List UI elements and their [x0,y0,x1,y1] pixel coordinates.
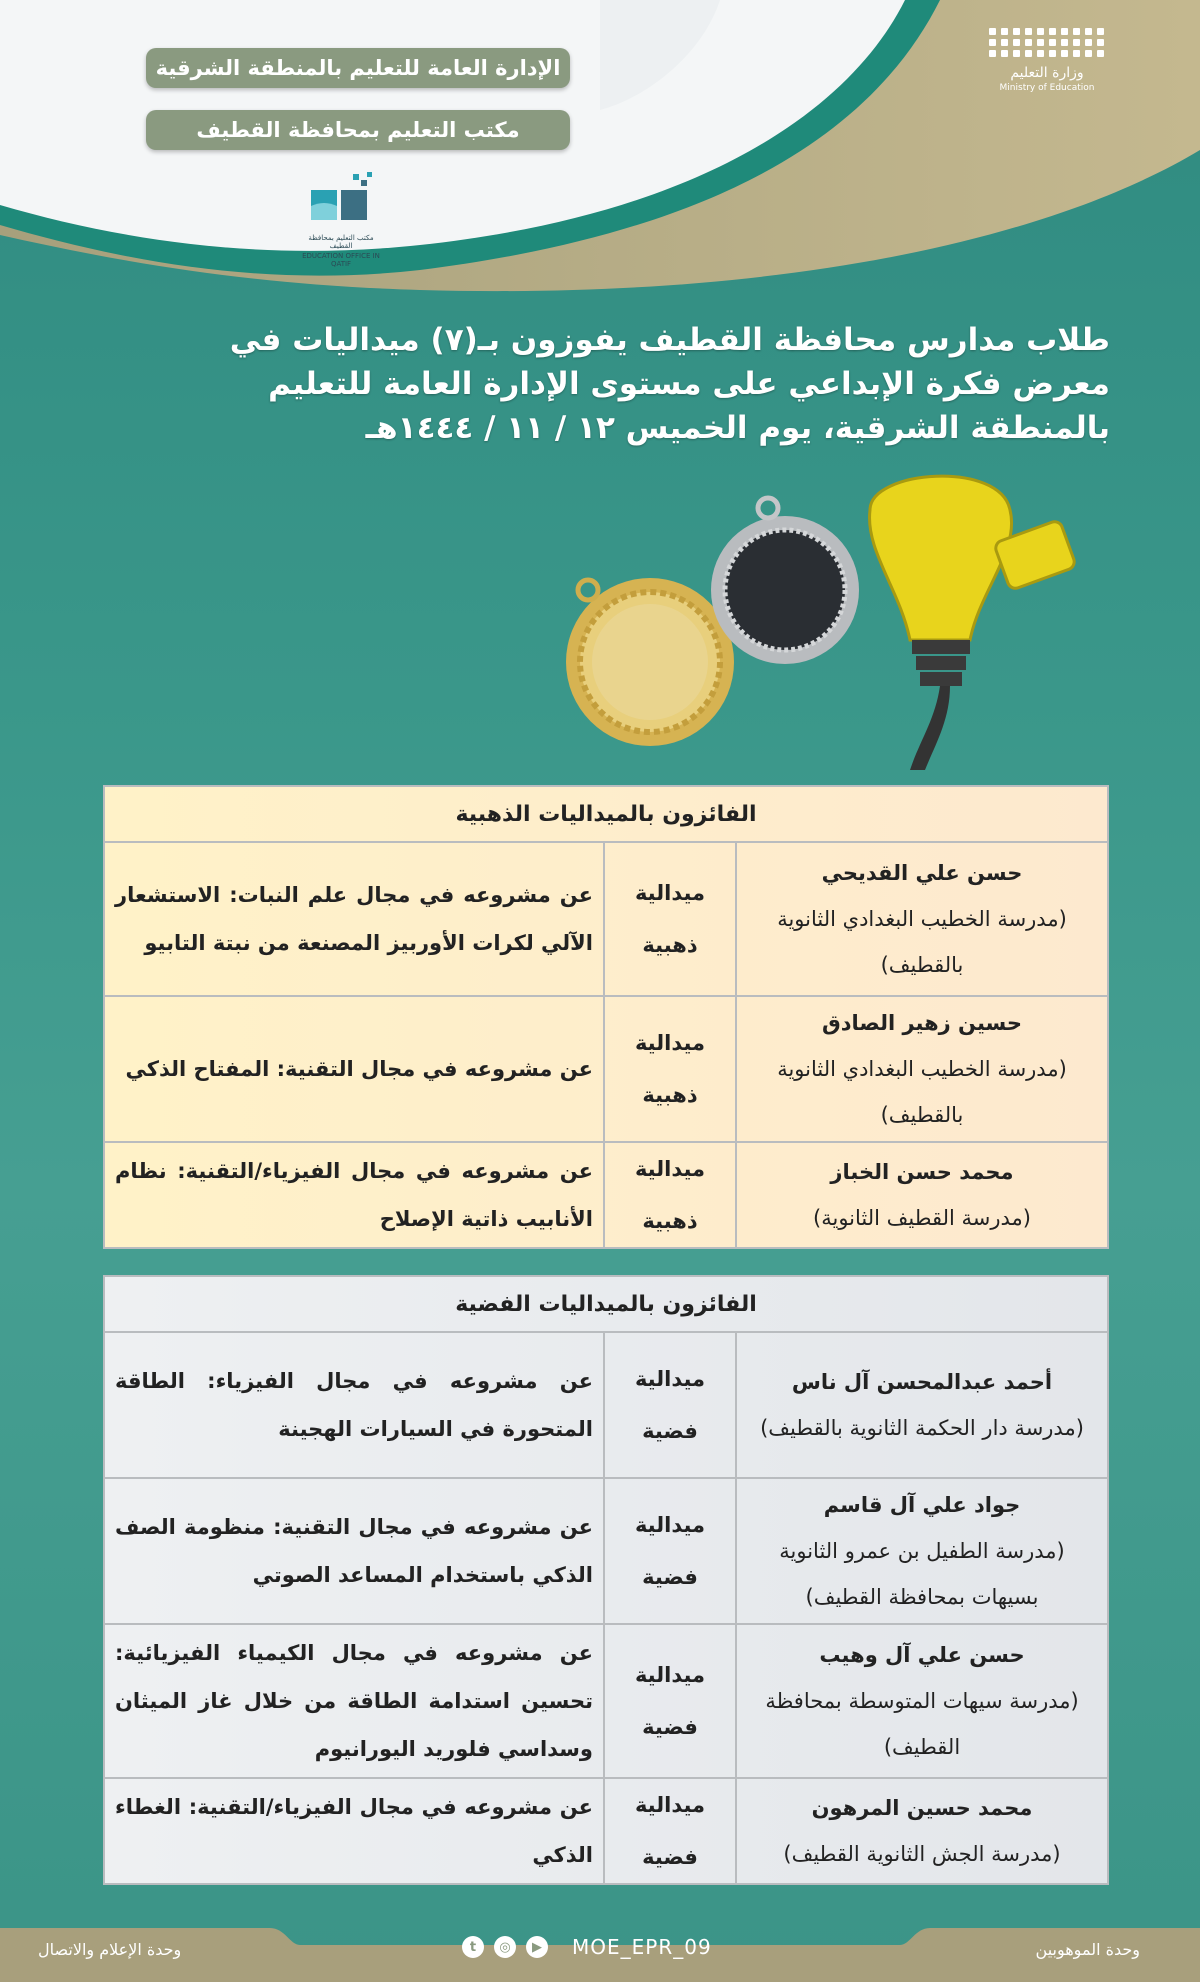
table-row [104,996,1108,1142]
winner-school: (مدرسة الخطيب البغدادي الثانوية بالقطيف) [777,1057,1067,1127]
medal-type: ميدالية ذهبية [604,1142,736,1248]
medal-type: ميدالية فضية [604,1778,736,1884]
footer-unit-media: وحدة الإعلام والاتصال [38,1940,182,1959]
footer-unit-gifted: وحدة الموهوبين [1035,1940,1140,1959]
book-icon [301,172,381,228]
office-logo-text-ar: مكتب التعليم بمحافظة القطيف [308,234,374,250]
winner-name: حسن علي القديحي [821,861,1023,885]
project-desc: عن مشروعه في مجال علم النبات: الاستشعار الآلي لكرات الأوربيز المصنعة من نبتة التابيو [104,842,604,996]
social-links [462,1935,712,1959]
project-desc: عن مشروعه في مجال الفيزياء/التقنية: الغطاء الذكي [104,1778,604,1884]
winner-name: محمد حسين المرهون [811,1796,1033,1820]
headline-line-2: معرض فكرة الإبداعي على مستوى الإدارة العامة للتعليم [268,366,1110,402]
project-desc: عن مشروعه في مجال التقنية: المفتاح الذكي [104,996,604,1142]
medals-illustration [540,470,1120,770]
ministry-logo [972,28,1122,93]
medal-type: ميدالية فضية [604,1624,736,1778]
winner-school: (مدرسة الجش الثانوية القطيف) [783,1842,1061,1866]
office-label: مكتب التعليم بمحافظة القطيف [146,110,570,150]
table-row [104,1332,1108,1478]
winner-name: جواد علي آل قاسم [823,1493,1021,1517]
office-logo [296,172,386,268]
silver-medal-icon [711,498,859,664]
gold-winners-table [103,785,1109,1249]
project-desc: عن مشروعه في مجال الفيزياء: الطاقة المتحورة في السيارات الهجينة [104,1332,604,1478]
winner-name: محمد حسن الخباز [830,1160,1014,1184]
social-handle[interactable]: MOE_EPR_09 [572,1935,712,1959]
project-desc: عن مشروعه في مجال التقنية: منظومة الصف الذكي باستخدام المساعد الصوتي [104,1478,604,1624]
ministry-name-en: Ministry of Education [999,83,1095,93]
instagram-icon[interactable]: ◎ [494,1936,516,1958]
twitter-icon[interactable]: t [462,1936,484,1958]
medal-type: ميدالية ذهبية [604,996,736,1142]
table-row [104,1778,1108,1884]
ministry-name-ar: وزارة التعليم [1010,65,1084,81]
lightbulb-puzzle-icon [870,476,1077,770]
youtube-icon[interactable]: ▶ [526,1936,548,1958]
medal-type: ميدالية فضية [604,1478,736,1624]
medal-type: ميدالية ذهبية [604,842,736,996]
winner-name: حسن علي آل وهيب [819,1643,1025,1667]
winner-name: حسين زهير الصادق [821,1011,1023,1035]
table-row [104,1624,1108,1778]
winner-school: (مدرسة الطفيل بن عمرو الثانوية بسيهات بمحافظة القطيف) [779,1539,1065,1609]
directorate-label: الإدارة العامة للتعليم بالمنطقة الشرقية [146,48,570,88]
headline [90,318,1110,450]
headline-line-3: بالمنطقة الشرقية، يوم الخميس ١٢ / ١١ / ١٤٤٤هـ [365,410,1110,446]
winner-school: (مدرسة الخطيب البغدادي الثانوية بالقطيف) [777,907,1067,977]
headline-line-1: طلاب مدارس محافظة القطيف يفوزون بـ(٧) ميداليات في [229,322,1110,358]
table-row [104,842,1108,996]
winner-school: (مدرسة دار الحكمة الثانوية بالقطيف) [760,1416,1084,1440]
gold-table-title: الفائزون بالميداليات الذهبية [104,786,1108,842]
winner-name: أحمد عبدالمحسن آل ناس [791,1370,1053,1394]
project-desc: عن مشروعه في مجال الكيمياء الفيزيائية: تحسين استدامة الطاقة من خلال غاز الميثان وسداسي فلوريد اليورانيوم [104,1624,604,1778]
office-logo-text-en: EDUCATION OFFICE IN QATIF [302,252,380,268]
medal-type: ميدالية فضية [604,1332,736,1478]
winner-school: (مدرسة سيهات المتوسطة بمحافظة القطيف) [765,1689,1079,1759]
silver-winners-table [103,1275,1109,1885]
table-row [104,1478,1108,1624]
ministry-dots-icon [972,28,1122,57]
winner-school: (مدرسة القطيف الثانوية) [813,1206,1031,1230]
gold-medal-icon [566,578,734,746]
table-row [104,1142,1108,1248]
project-desc: عن مشروعه في مجال الفيزياء/التقنية: نظام الأنابيب ذاتية الإصلاح [104,1142,604,1248]
silver-table-title: الفائزون بالميداليات الفضية [104,1276,1108,1332]
